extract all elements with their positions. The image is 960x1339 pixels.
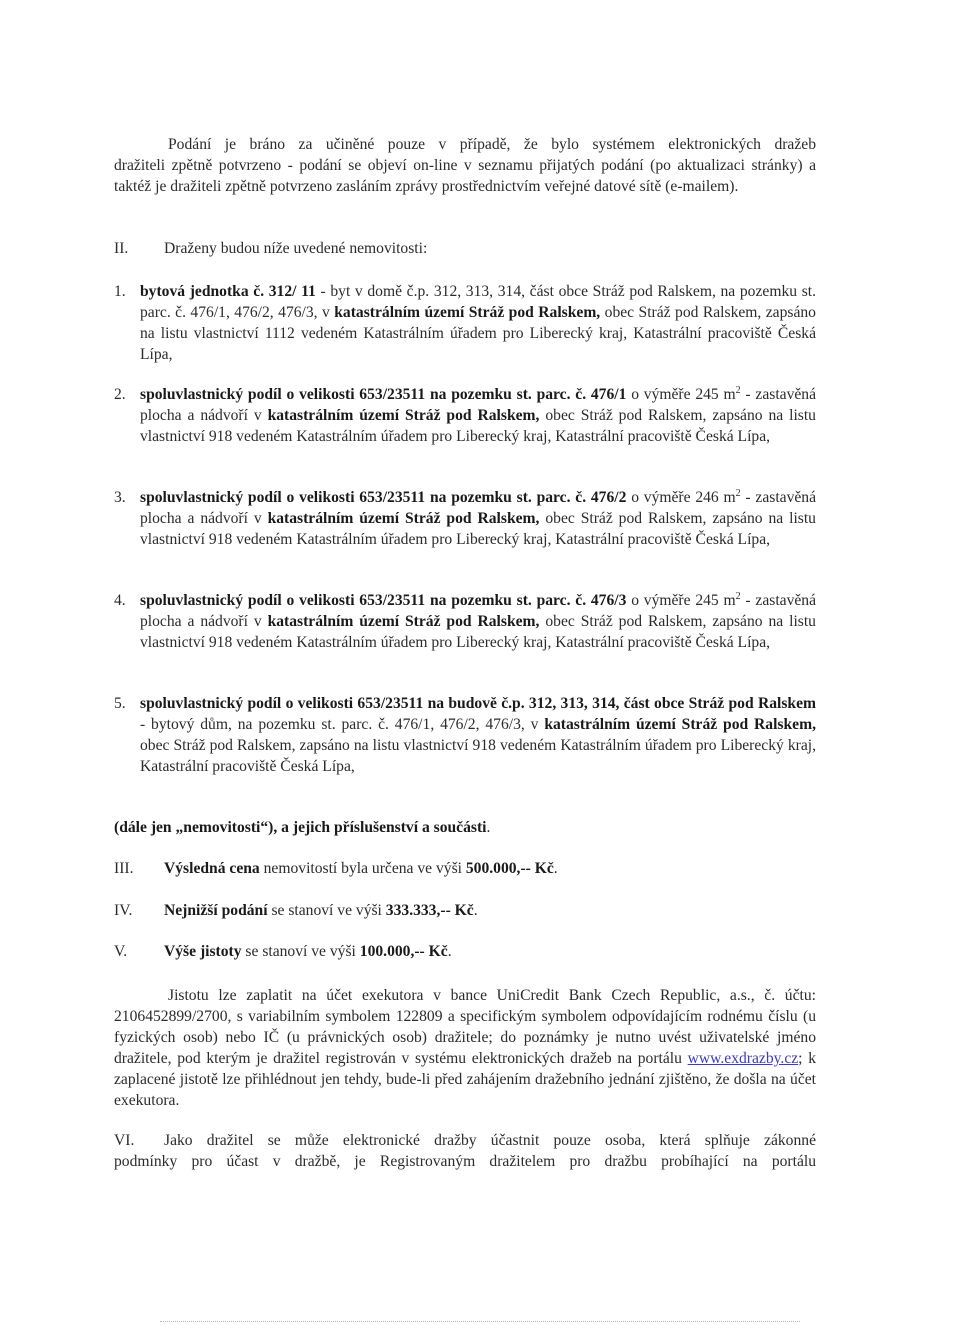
section-number: II. bbox=[114, 240, 129, 257]
section-amount: 333.333,-- Kč bbox=[385, 902, 474, 919]
superscript: 2 bbox=[735, 590, 741, 602]
item-text-part: - bytový dům, na pozemku st. parc. č. 476/1, 476/2, 476/3, v bbox=[140, 716, 545, 733]
item-text-part: obec Stráž pod Ralskem, zapsáno na listu vlastnictví 918 vedeném Katastrálním úřadem pro Liberecký kraj, Katastrální pracoviště Česká Lípa, bbox=[140, 737, 816, 775]
property-item-3 bbox=[114, 487, 816, 550]
item-text-part: o výměře 246 m bbox=[626, 489, 736, 506]
item-cadastral-area: katastrálním území Stráž pod Ralskem, bbox=[544, 716, 816, 733]
payment-paragraph bbox=[114, 985, 816, 1111]
section-6-first-line bbox=[114, 1130, 816, 1151]
item-number: 4. bbox=[114, 592, 126, 609]
section-4-min-bid bbox=[114, 900, 816, 921]
property-item-2 bbox=[114, 384, 816, 447]
item-bold-lead: spoluvlastnický podíl o velikosti 653/23511 na pozemku st. parc. č. 476/3 bbox=[140, 592, 627, 609]
item-number: 3. bbox=[114, 489, 126, 506]
payment-text-part: Jistotu lze zaplatit na účet exekutora v bance UniCredit Bank Czech Republic, a.s., č. účtu: 2106452899/2700, s variabilním symbolem 122809 a specifickým symbolem odpovídajícím rodnému číslu (u fyzických osob) nebo IČ (u právnických osob) dražitele; do poznámky je nutno uvést uživatelské jméno dražitele, pod kterým je dražitel registrován v systému elektronických dražeb na portálu bbox=[114, 987, 816, 1067]
item-cadastral-area: katastrálním území Stráž pod Ralskem, bbox=[267, 510, 540, 527]
item-text-part: - byt v domě č.p. 312, 313, 314, část obce Stráž pod Ralskem, na pozemku st. parc. č. 476/1, 476/2, 476/3, v bbox=[140, 283, 816, 321]
item-text-part: obec Stráž pod Ralskem, zapsáno na listu vlastnictví 918 vedeném Katastrálním úřadem pro Liberecký kraj, Katastrální pracoviště Česká Lípa, bbox=[140, 407, 816, 445]
section-6 bbox=[114, 1130, 816, 1172]
section-number: III. bbox=[114, 860, 134, 877]
item-cadastral-area: katastrálním území Stráž pod Ralskem, bbox=[267, 613, 540, 630]
property-item-4 bbox=[114, 590, 816, 653]
item-bold-lead: spoluvlastnický podíl o velikosti 653/23511 na pozemku st. parc. č. 476/2 bbox=[140, 489, 627, 506]
superscript: 2 bbox=[735, 384, 741, 396]
section-6-first-text: Jako dražitel se může elektronické dražby účastnit pouze osoba, která splňuje zákonné bbox=[164, 1132, 816, 1149]
section-number: VI. bbox=[114, 1132, 135, 1149]
item-bold-lead: spoluvlastnický podíl o velikosti 653/23511 na budově č.p. 312, 313, 314, část obce Stráž pod Ralskem bbox=[140, 695, 816, 712]
section-title: Draženy budou níže uvedené nemovitosti: bbox=[164, 240, 428, 257]
item-text bbox=[140, 384, 816, 447]
section-body: se stanoví ve výši bbox=[267, 902, 386, 919]
section-text bbox=[164, 858, 816, 879]
item-text-part: obec Stráž pod Ralskem, zapsáno na listu vlastnictví 918 vedeném Katastrálním úřadem pro Liberecký kraj, Katastrální pracoviště Česká Lípa, bbox=[140, 510, 816, 548]
section-3-price bbox=[114, 858, 816, 879]
property-item-1 bbox=[114, 281, 816, 365]
item-cadastral-area: katastrálním území Stráž pod Ralskem, bbox=[334, 304, 601, 321]
section-amount: 500.000,-- Kč bbox=[465, 860, 554, 877]
item-bold-lead: spoluvlastnický podíl o velikosti 653/23511 na pozemku st. parc. č. 476/1 bbox=[140, 386, 627, 403]
section-amount: 100.000,-- Kč bbox=[359, 943, 448, 960]
item-text-part: - zastavěná plocha a nádvoří v bbox=[140, 489, 817, 527]
item-number: 2. bbox=[114, 386, 126, 403]
item-text bbox=[140, 281, 816, 365]
summary-bold: (dále jen „nemovitosti“), a jejich příslušenství a součásti bbox=[114, 819, 487, 836]
summary-line bbox=[114, 817, 816, 838]
intro-rest: dražiteli zpětně potvrzeno - podání se objeví on-line v seznamu přijatých podání (po aktualizaci stránky) a taktéž je dražiteli zpětně potvrzeno zasláním zprávy prostřednictvím veřejné datové sítě (e-mailem). bbox=[114, 157, 816, 195]
item-text-part: - zastavěná plocha a nádvoří v bbox=[140, 386, 817, 424]
section-2-heading bbox=[114, 238, 816, 259]
section-body: se stanoví ve výši bbox=[241, 943, 360, 960]
section-6-rest: podmínky pro účast v dražbě, je Registrovaným dražitelem pro dražbu probíhající na portálu bbox=[114, 1153, 816, 1170]
item-text-part: obec Stráž pod Ralskem, zapsáno na listu vlastnictví 918 vedeném Katastrálním úřadem pro Liberecký kraj, Katastrální pracoviště Česká Lípa, bbox=[140, 613, 816, 651]
item-bold-lead: bytová jednotka č. 312/ 11 bbox=[140, 283, 316, 300]
section-label: Výsledná cena bbox=[164, 860, 260, 877]
item-text bbox=[140, 693, 816, 777]
item-text-part: - zastavěná plocha a nádvoří v bbox=[140, 592, 817, 630]
payment-text bbox=[114, 985, 816, 1111]
property-item-5 bbox=[114, 693, 816, 777]
item-text bbox=[140, 590, 816, 653]
item-number: 1. bbox=[114, 283, 126, 300]
section-end: . bbox=[473, 902, 478, 919]
section-label: Výše jistoty bbox=[164, 943, 242, 960]
page-bottom-artifact bbox=[160, 1321, 800, 1323]
section-end: . bbox=[553, 860, 558, 877]
section-number: V. bbox=[114, 943, 128, 960]
superscript: 2 bbox=[735, 487, 741, 499]
item-text bbox=[140, 487, 816, 550]
section-label: Nejnižší podání bbox=[164, 902, 268, 919]
section-text bbox=[164, 900, 816, 921]
section-text bbox=[164, 941, 816, 962]
section-end: . bbox=[447, 943, 452, 960]
payment-text-part: ; k zaplacené jistotě lze přihlédnout jen tehdy, bude-li před zahájením dražebního jednání zjištěno, že došla na účet exekutora. bbox=[114, 1050, 816, 1109]
item-text-part: o výměře 245 m bbox=[626, 386, 736, 403]
intro-paragraph bbox=[114, 134, 816, 197]
summary-tail: . bbox=[486, 819, 491, 836]
exdrazby-link[interactable]: www.exdrazby.cz bbox=[687, 1050, 799, 1067]
item-text-part: o výměře 245 m bbox=[626, 592, 736, 609]
item-number: 5. bbox=[114, 695, 126, 712]
intro-first-line: Podání je bráno za učiněné pouze v případě, že bylo systémem elektronických dražeb bbox=[168, 136, 816, 153]
section-5-deposit bbox=[114, 941, 816, 962]
section-number: IV. bbox=[114, 902, 133, 919]
section-body: nemovitostí byla určena ve výši bbox=[259, 860, 466, 877]
item-text-part: obec Stráž pod Ralskem, zapsáno na listu vlastnictví 1112 vedeném Katastrálním úřadem pro Liberecký kraj, Katastrální pracoviště Česká Lípa, bbox=[140, 304, 816, 363]
item-cadastral-area: katastrálním území Stráž pod Ralskem, bbox=[267, 407, 540, 424]
